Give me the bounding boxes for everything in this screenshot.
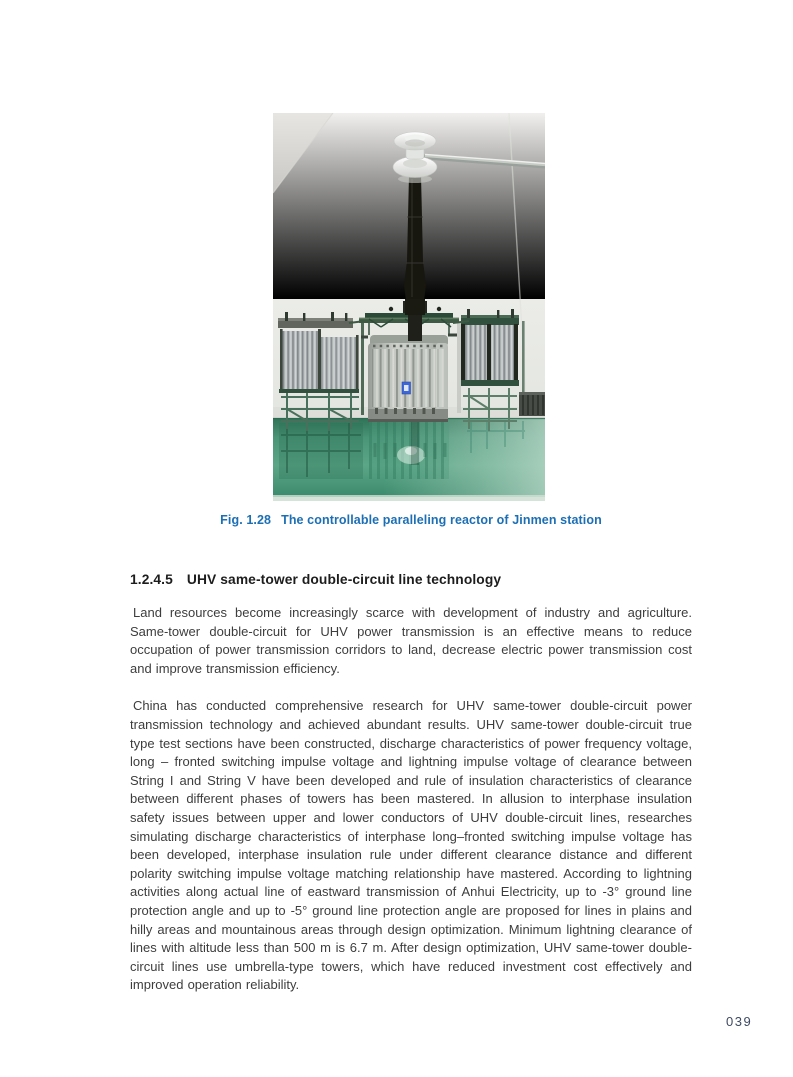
section-number: 1.2.4.5 (130, 572, 173, 587)
auxiliary-cabinet (519, 392, 545, 416)
figure-photo (273, 113, 545, 501)
page-number: 039 (726, 1014, 753, 1029)
figure-label: Fig. 1.28 (220, 513, 272, 527)
section-title: UHV same-tower double-circuit line technology (186, 572, 502, 587)
reactor-tank (361, 335, 457, 422)
figure-caption (130, 513, 692, 527)
figure-title: The controllable paralleling reactor of Jinmen station (281, 513, 602, 527)
section-heading (130, 572, 692, 587)
text-column (130, 572, 692, 1014)
reactor-photo-illustration (273, 113, 545, 501)
body-paragraph-1: Land resources become increasingly scarce with development of industry and agriculture. Same-tower double-circuit for UHV power transmission is an effective means to reduce occupation of power transmission corridors to land, decrease electric power transmission cost and improve transmission efficiency. (130, 605, 692, 676)
tank-nameplate (402, 382, 411, 394)
body-paragraph-2: China has conducted comprehensive research for UHV same-tower double-circuit power transmission technology and achieved abundant results. UHV same-tower double-circuit true type test sections have been constructed, discharge characteristics of power frequency voltage, long – fronted switching impulse voltage and lightning impulse voltage of clearance between String I and String V have been developed and rule of insulation characteristics of clearance between different phases of towers has been mastered. In allusion to interphase insulation safety issues between upper and lower conductors of UHV double-circuit lines, researches simulating discharge characteristics of interphase long–fronted switching impulse voltage has been developed, interphase insulation rule under different clearance distance and different polarity switching impulse voltage matching relationship have mastered. According to lightning activities along actual line of eastward transmission of Anhui Electricity, up to -3° ground line protection angle and up to -5° ground line protection angle are proposed for lines in plains and hilly areas and mountainous areas through design optimization. Minimum lightning clearance of lines with altitude less than 500 m is 6.7 m. After design optimization, UHV same-tower double-circuit lines use umbrella-type towers, which have reduced investment cost effectively and improved operation reliability. (130, 698, 692, 993)
